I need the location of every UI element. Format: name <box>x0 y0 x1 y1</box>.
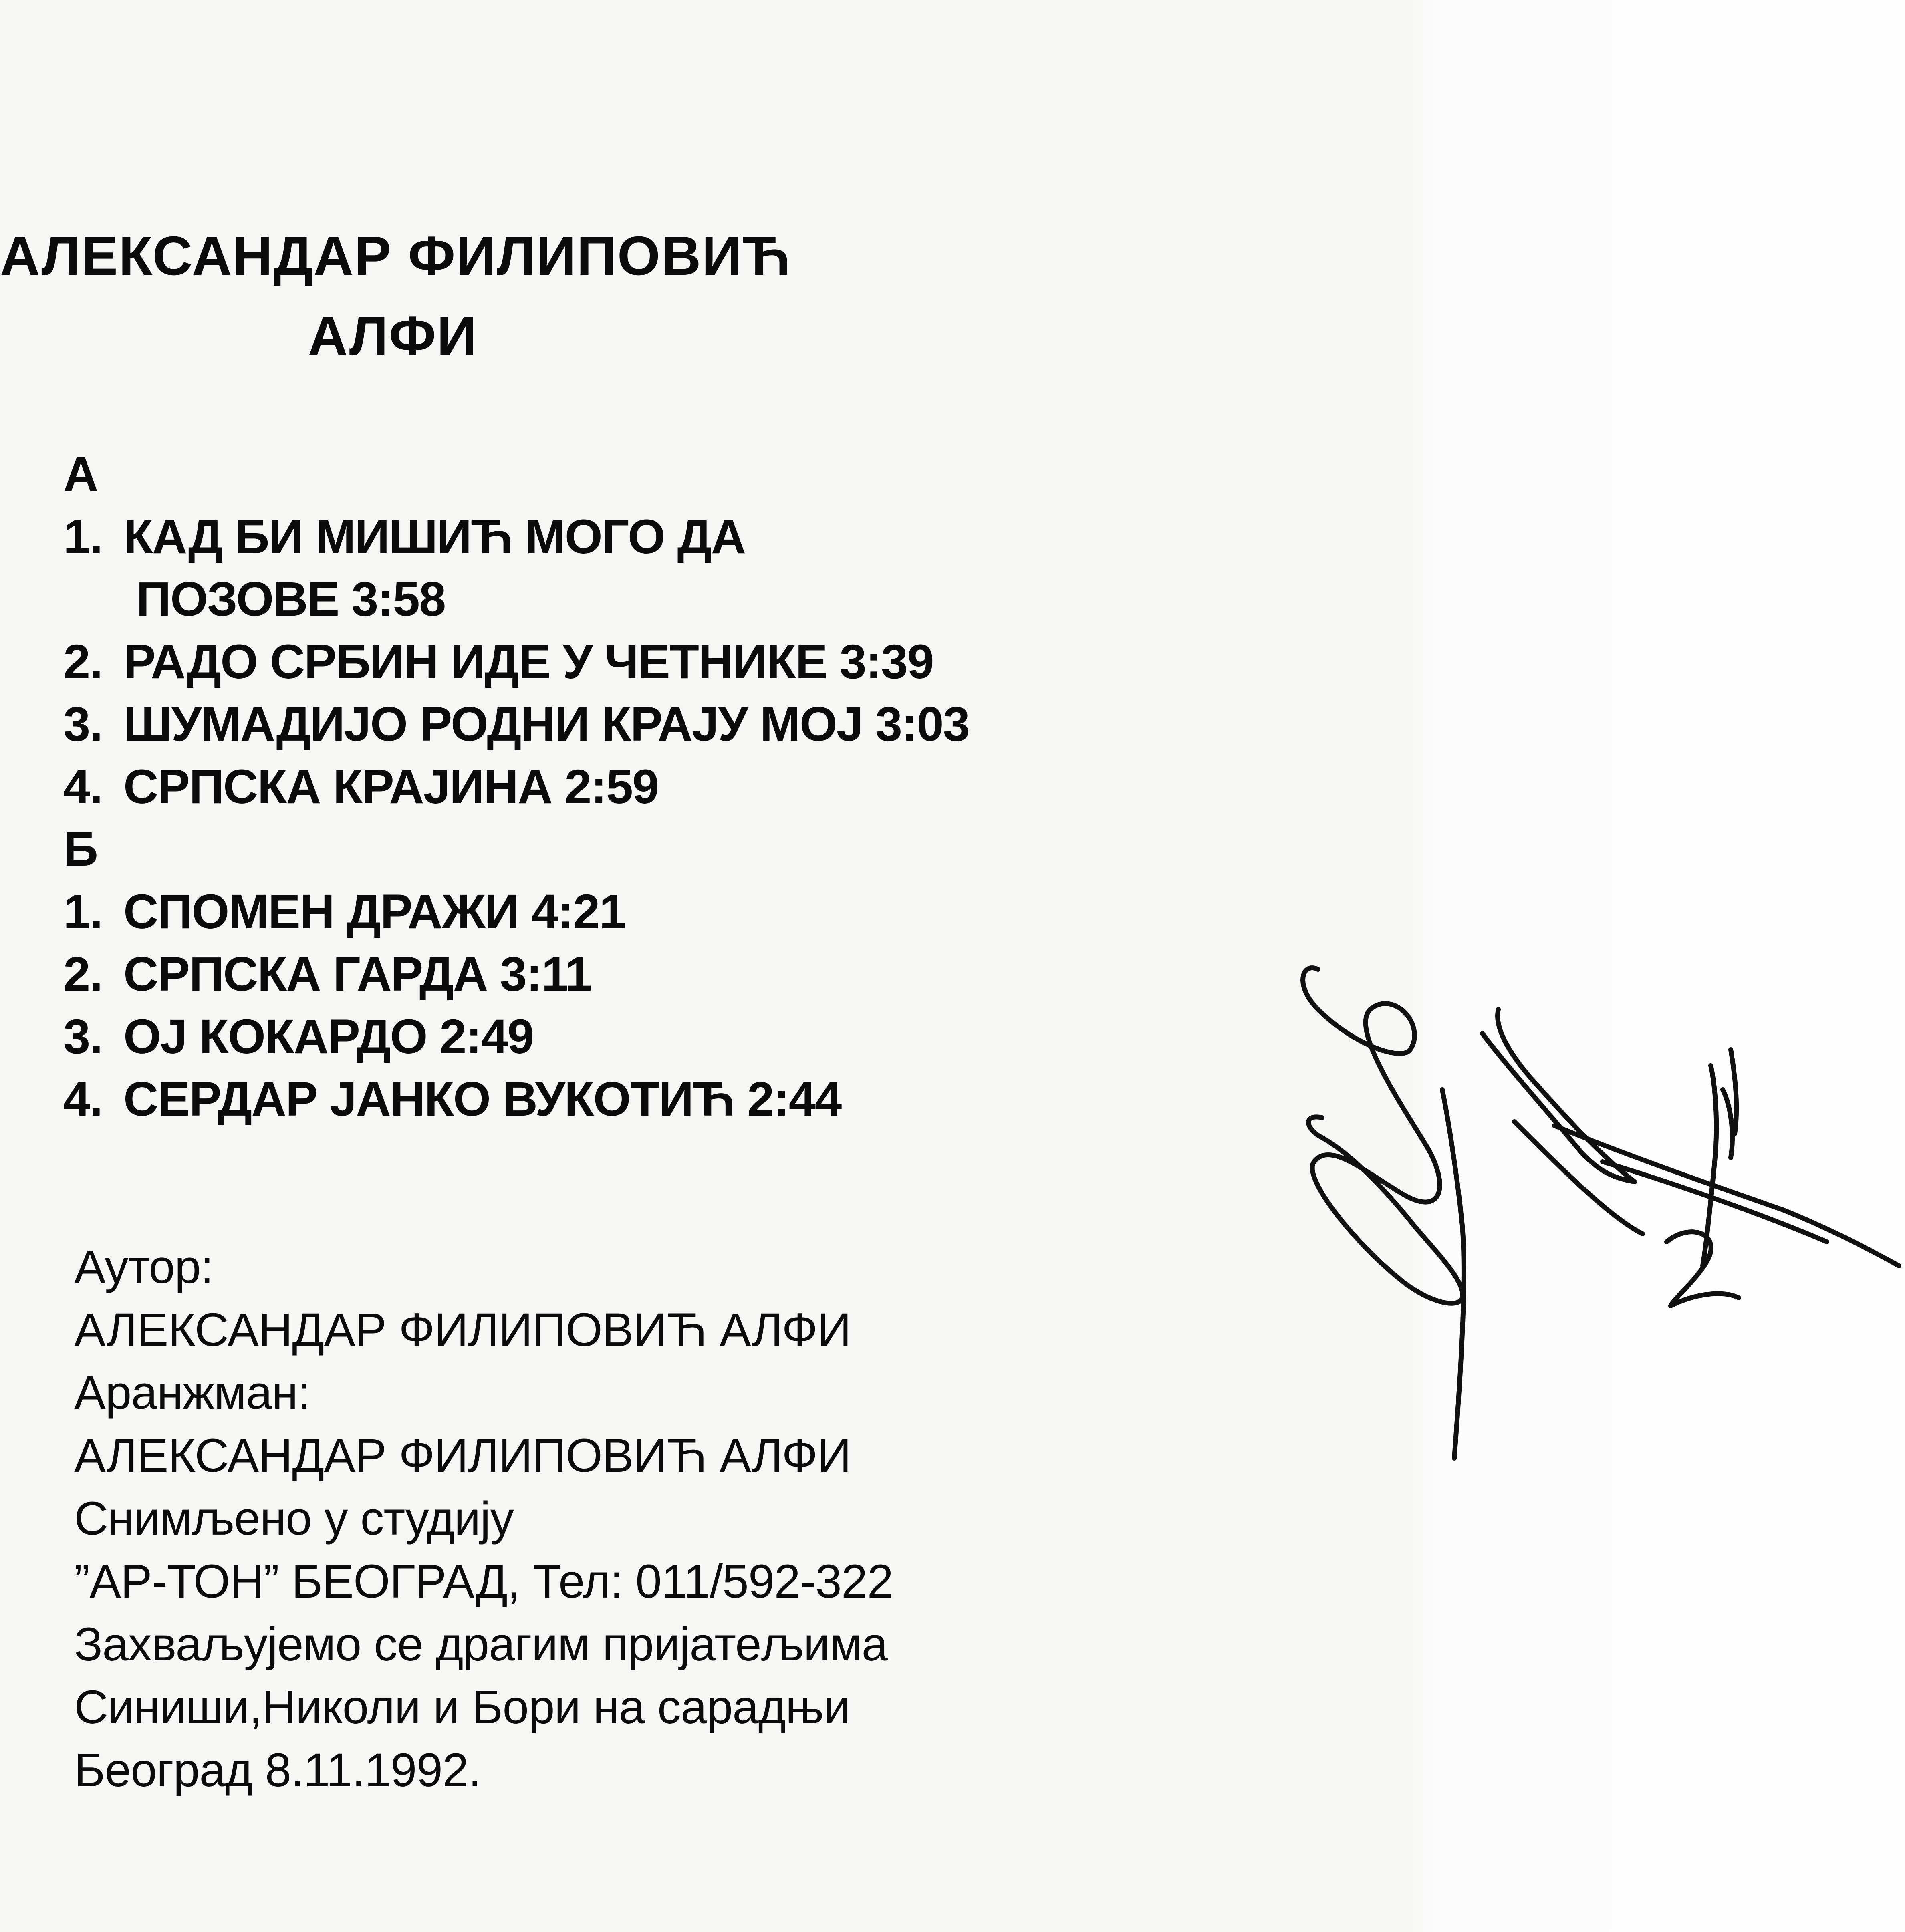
track-item <box>63 1005 969 1068</box>
arrangement-name: АЛЕКСАНДАР ФИЛИПОВИЋ АЛФИ <box>74 1429 851 1482</box>
studio-contact-line: ”АР-ТОН” БЕОГРАД, Тел: 011/592-322 <box>74 1555 893 1608</box>
track-number: 1. <box>63 509 102 564</box>
track-title: РАДО СРБИН ИДЕ У ЧЕТНИКЕ 3:39 <box>123 634 933 689</box>
track-title: ШУМАДИЈО РОДНИ КРАЈУ МОЈ 3:03 <box>123 697 970 751</box>
track-item <box>63 880 969 943</box>
track-item <box>63 755 969 818</box>
track-title: СРПСКА КРАЈИНА 2:59 <box>123 759 659 814</box>
track-number: 2. <box>63 947 102 1001</box>
side-b-label: Б <box>63 822 97 876</box>
tracklist <box>63 443 969 1130</box>
track-item <box>63 505 969 630</box>
track-number: 1. <box>63 884 102 939</box>
album-title: АЛФИ <box>308 305 478 367</box>
track-title: КАД БИ МИШИЋ МОГО ДА <box>123 509 746 564</box>
author-label: Аутор: <box>74 1241 214 1293</box>
handwritten-signature-icon <box>1262 953 1905 1562</box>
arrangement-label: Аранжман: <box>74 1366 310 1419</box>
track-title: ОЈ КОКАРДО 2:49 <box>123 1009 534 1064</box>
side-a-label: А <box>63 447 98 501</box>
track-item <box>63 630 969 693</box>
track-item <box>63 693 969 755</box>
track-number: 4. <box>63 759 102 814</box>
track-title: СРПСКА ГАРДА 3:11 <box>123 947 591 1001</box>
studio-line: Снимљено у студију <box>74 1492 514 1545</box>
track-item <box>63 1068 969 1130</box>
track-number: 4. <box>63 1072 102 1126</box>
track-title-continued: ПОЗОВЕ 3:58 <box>136 572 446 626</box>
track-title: СПОМЕН ДРАЖИ 4:21 <box>123 884 625 939</box>
author-name: АЛЕКСАНДАР ФИЛИПОВИЋ АЛФИ <box>74 1303 851 1356</box>
track-number: 3. <box>63 697 102 751</box>
thanks-line-names: Синиши,Николи и Бори на сарадњи <box>74 1681 850 1734</box>
thanks-line: Захваљујемо се драгим пријатељима <box>74 1618 888 1671</box>
track-number: 3. <box>63 1009 102 1064</box>
date-line: Београд 8.11.1992. <box>74 1744 481 1797</box>
credits-block <box>74 1236 893 1802</box>
track-number: 2. <box>63 634 102 689</box>
track-item <box>63 943 969 1005</box>
track-title: СЕРДАР ЈАНКО ВУКОТИЋ 2:44 <box>123 1072 841 1126</box>
artist-title: АЛЕКСАНДАР ФИЛИПОВИЋ <box>0 225 792 287</box>
